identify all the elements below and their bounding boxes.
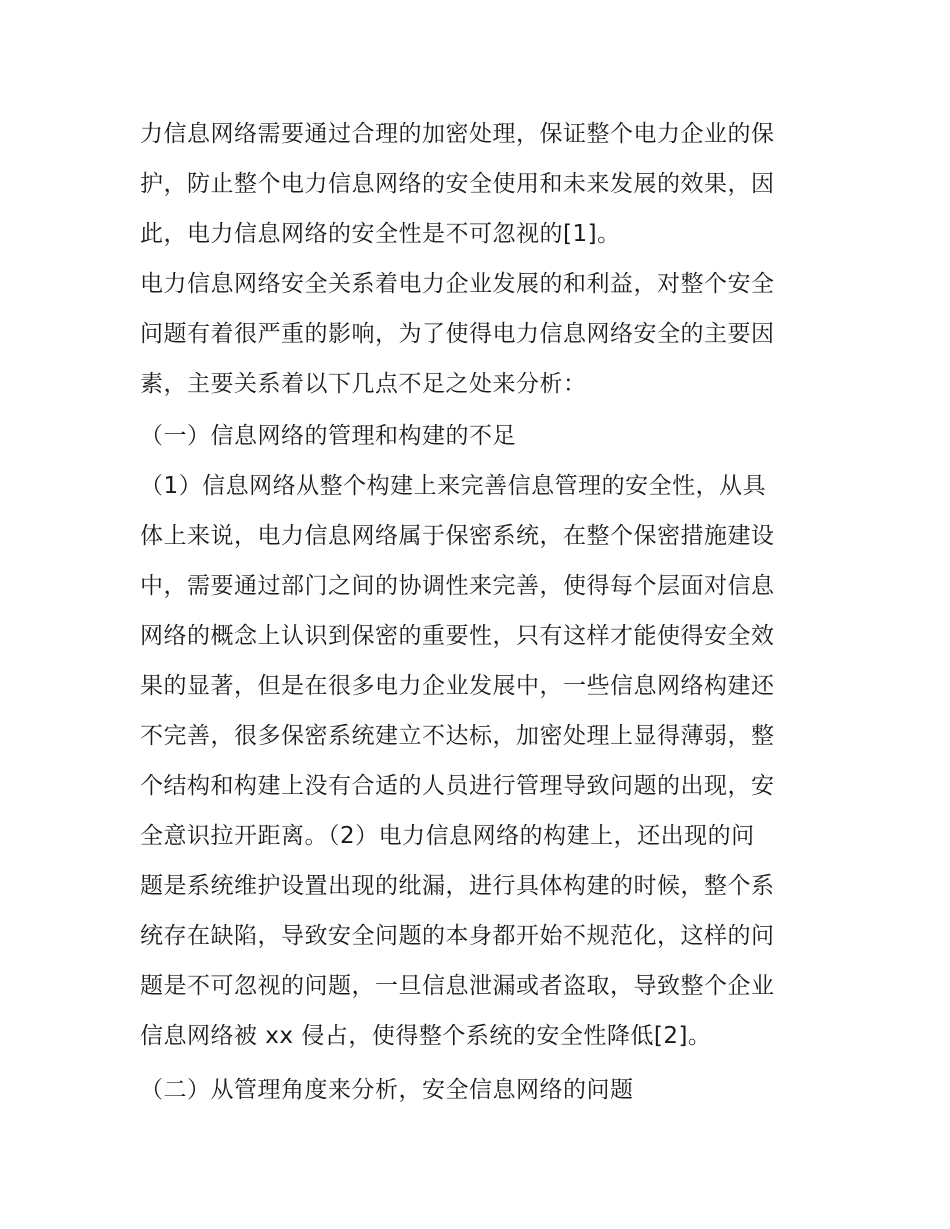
text-line: 体上来说，电力信息网络属于保密系统，在整个保密措施建设 — [140, 523, 775, 549]
text-line: 个结构和构建上没有合适的人员进行管理导致问题的出现，安 — [140, 773, 775, 799]
text-line: 力信息网络需要通过合理的加密处理，保证整个电力企业的保 — [140, 121, 775, 147]
text-line: 护，防止整个电力信息网络的安全使用和未来发展的效果，因 — [140, 171, 775, 197]
text-line: 网络的概念上认识到保密的重要性，只有这样才能使得安全效 — [140, 623, 775, 649]
text-line: 信息网络被 xx 侵占，使得整个系统的安全性降低[2]。 — [140, 1023, 712, 1049]
section-heading-1: （一）信息网络的管理和构建的不足 — [140, 423, 516, 449]
paragraph-start-line: （1）信息网络从整个构建上来完善信息管理的安全性，从具 — [140, 473, 767, 499]
text-line: 中，需要通过部门之间的协调性来完善，使得每个层面对信息 — [140, 573, 775, 599]
text-line: 不完善，很多保密系统建立不达标，加密处理上显得薄弱，整 — [140, 723, 775, 749]
text-line: 素，主要关系着以下几点不足之处来分析： — [140, 371, 587, 397]
text-line: 果的显著，但是在很多电力企业发展中，一些信息网络构建还 — [140, 673, 775, 699]
text-line: 问题有着很严重的影响，为了使得电力信息网络安全的主要因 — [140, 321, 775, 347]
text-line: 统存在缺陷，导致安全问题的本身都开始不规范化，这样的问 — [140, 923, 775, 949]
text-line: 此，电力信息网络的安全性是不可忽视的[1]。 — [140, 221, 621, 247]
section-heading-2: （二）从管理角度来分析，安全信息网络的问题 — [140, 1077, 634, 1103]
text-line: 题是系统维护设置出现的纰漏，进行具体构建的时候，整个系 — [140, 873, 775, 899]
paragraph-start-line: 电力信息网络安全关系着电力企业发展的和利益，对整个安全 — [140, 271, 775, 297]
text-line: 题是不可忽视的问题，一旦信息泄漏或者盗取，导致整个企业 — [140, 973, 775, 999]
text-line: 全意识拉开距离。（2）电力信息网络的构建上，还出现的问 — [140, 823, 755, 849]
